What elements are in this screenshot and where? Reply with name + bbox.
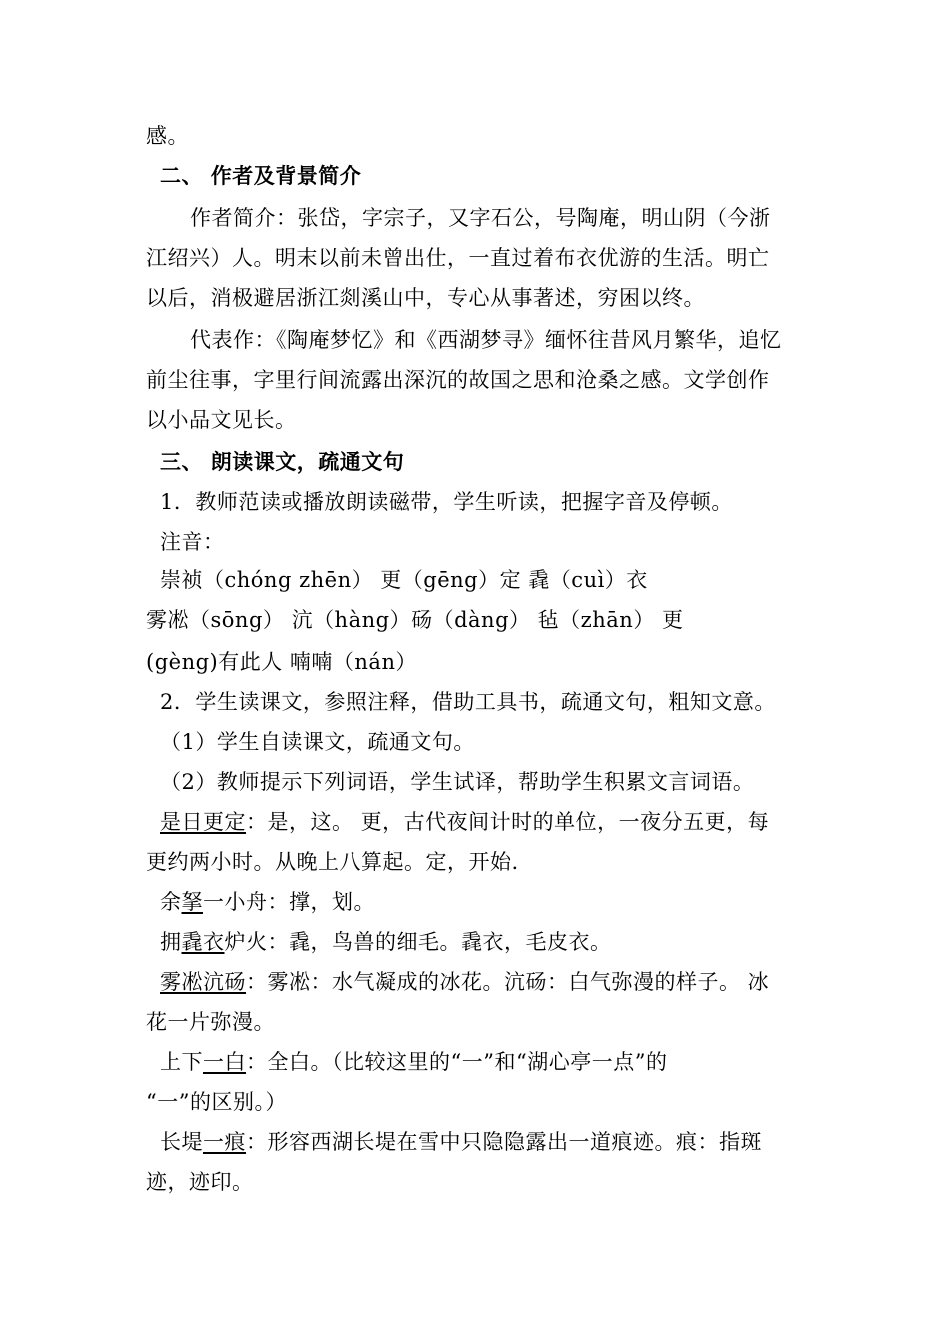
- body-text-line: 江绍兴）人。明末以前未曾出仕，一直过着布衣优游的生活。明亡: [146, 246, 770, 270]
- vocab-prefix: 拥: [160, 930, 182, 954]
- body-text-line: （2）教师提示下列词语，学生试译，帮助学生积累文言词语。: [160, 770, 755, 794]
- vocab-term: 拏: [181, 890, 203, 914]
- body-text-line: 花一片弥漫。: [146, 1010, 275, 1034]
- vocab-prefix: 长堤: [160, 1130, 203, 1154]
- vocab-entry-line: [160, 968, 769, 996]
- vocab-definition: 炉火：毳，鸟兽的细毛。毳衣，毛皮衣。: [224, 930, 612, 954]
- body-text-line: （1）学生自读课文，疏通文句。: [160, 730, 475, 754]
- pinyin-line: 崇祯（chóng zhēn） 更（gēng）定 毳（cuì）衣: [160, 568, 648, 592]
- body-text-line: 感。: [146, 124, 189, 148]
- body-text-line: 以小品文见长。: [146, 408, 297, 432]
- vocab-entry-line: [160, 1128, 762, 1156]
- vocab-definition: 一小舟：撑，划。: [203, 890, 375, 914]
- vocab-entry-line: [160, 888, 375, 916]
- body-text-line: 迹，迹印。: [146, 1170, 254, 1194]
- body-text-line: 前尘往事，字里行间流露出深沉的故国之思和沧桑之感。文学创作: [146, 368, 770, 392]
- vocab-prefix: 余: [160, 890, 182, 914]
- pinyin-line: (gèng)有此人 喃喃（nán）: [146, 650, 417, 674]
- body-text-line: 2．学生读课文，参照注释，借助工具书，疏通文句，粗知文意。: [160, 690, 776, 714]
- vocab-term: 一白: [203, 1050, 246, 1074]
- body-text-line: 以后，消极避居浙江剡溪山中，专心从事著述，穷困以终。: [146, 286, 705, 310]
- vocab-term: 是日: [160, 810, 203, 834]
- vocab-entry-line: [160, 808, 769, 836]
- vocab-term: 一痕: [203, 1130, 246, 1154]
- vocab-definition: ：是，这。 更，古代夜间计时的单位，一夜分五更，每: [246, 810, 770, 834]
- body-text-line: 代表作：《陶庵梦忆》和《西湖梦寻》缅怀往昔风月繁华，追忆: [190, 328, 782, 352]
- vocab-definition: ：全白。（比较这里的“一”和“湖心亭一点”的: [246, 1050, 668, 1074]
- pinyin-line: 雾凇（sōng） 沆（hàng）砀（dàng） 毡（zhān） 更: [146, 608, 684, 632]
- vocab-term: 毳衣: [181, 930, 225, 954]
- body-text-line: 作者简介：张岱，字宗子，又字石公，号陶庵，明山阴（今浙: [190, 206, 771, 230]
- body-text-line: “一”的区别。）: [146, 1090, 287, 1114]
- vocab-prefix: 上下: [160, 1050, 203, 1074]
- vocab-entry-line: [160, 928, 612, 956]
- section-heading-reading: 三、 朗读课文，疏通文句: [160, 449, 405, 474]
- vocab-definition: ：雾凇：水气凝成的冰花。沆砀：白气弥漫的样子。 冰: [246, 970, 770, 994]
- body-text-line: 更约两小时。从晚上八算起。定，开始.: [146, 850, 519, 874]
- pinyin-label: 注音：: [160, 530, 225, 554]
- vocab-definition: ：形容西湖长堤在雪中只隐隐露出一道痕迹。痕：指斑: [246, 1130, 762, 1154]
- vocab-entry-line: [160, 1048, 667, 1076]
- vocab-term: 雾凇沆砀: [160, 970, 246, 994]
- vocab-term: 更定: [203, 810, 246, 834]
- body-text-line: 1．教师范读或播放朗读磁带，学生听读，把握字音及停顿。: [160, 490, 733, 514]
- section-heading-author-background: 二、 作者及背景简介: [160, 163, 362, 188]
